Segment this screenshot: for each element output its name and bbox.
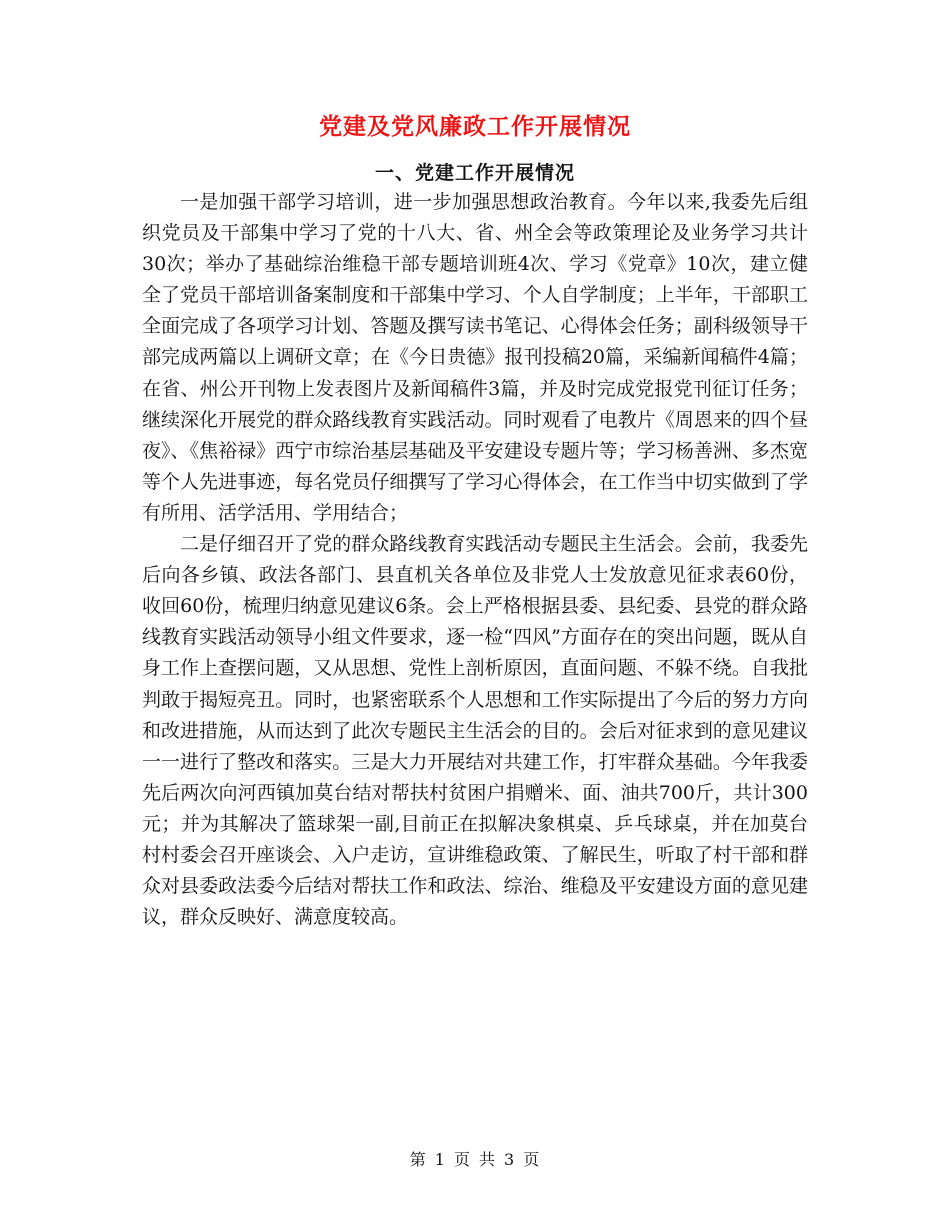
section-heading: 一、党建工作开展情况 [374,162,575,184]
total-label: 共 [479,1150,497,1169]
page-footer [0,1147,950,1170]
page-unit: 页 [453,1150,471,1169]
total-unit: 页 [523,1150,541,1169]
page-label: 第 [409,1150,427,1169]
document-title: 党建及党风廉政工作开展情况 [319,113,631,140]
total-pages: 3 [504,1150,516,1169]
page-number: 1 [434,1150,446,1169]
paragraph: 一是加强干部学习培训，进一步加强思想政治教育。今年以来,我委先后组织党员及干部集中学习了党的十八大、省、州全会等政策理论及业务学习共计30次；举办了基础综治维稳干部专题培训班4次、学习《党章》10次，建立健全了党员干部培训备案制度和干部集中学习、个人自学制度；上半年，干部职工全面完成了各项学习计划、答题及撰写读书笔记、心得体会任务；副科级领导干部完成两篇以上调研文章；在《今日贵德》报刊投稿20篇，采编新闻稿件4篇；在省、州公开刊物上发表图片及新闻稿件3篇，并及时完成党报党刊征订任务；继续深化开展党的群众路线教育实践活动。同时观看了电教片《周恩来的四个昼夜》、《焦裕禄》西宁市综治基层基础及平安建设专题片等；学习杨善洲、多杰宽等个人先进事迹，每名党员仔细撰写了学习心得体会，在工作当中切实做到了学有所用、活学活用、学用结合； [142,191,808,524]
paragraph: 二是仔细召开了党的群众路线教育实践活动专题民主生活会。会前，我委先后向各乡镇、政法各部门、县直机关各单位及非党人士发放意见征求表60份，收回60份，梳理归纳意见建议6条。会上严格根据县委、县纪委、县党的群众路线教育实践活动领导小组文件要求，逐一检“四风”方面存在的突出问题，既从自身工作上查摆问题，又从思想、党性上剖析原因，直面问题、不躲不绕。自我批判敢于揭短亮丑。同时，也紧密联系个人思想和工作实际提出了今后的努力方向和改进措施，从而达到了此次专题民主生活会的目的。会后对征求到的意见建议一一进行了整改和落实。三是大力开展结对共建工作，打牢群众基础。今年我委先后两次向河西镇加莫台结对帮扶村贫困户捐赠米、面、油共700斤，共计300元；并为其解决了篮球架一副,目前正在拟解决象棋桌、乒乓球桌，并在加莫台村村委会召开座谈会、入户走访，宣讲维稳政策、了解民生，听取了村干部和群众对县委政法委今后结对帮扶工作和政法、综治、维稳及平安建设方面的意见建议，群众反映好、满意度较高。 [142,533,808,929]
document-body [142,187,808,933]
